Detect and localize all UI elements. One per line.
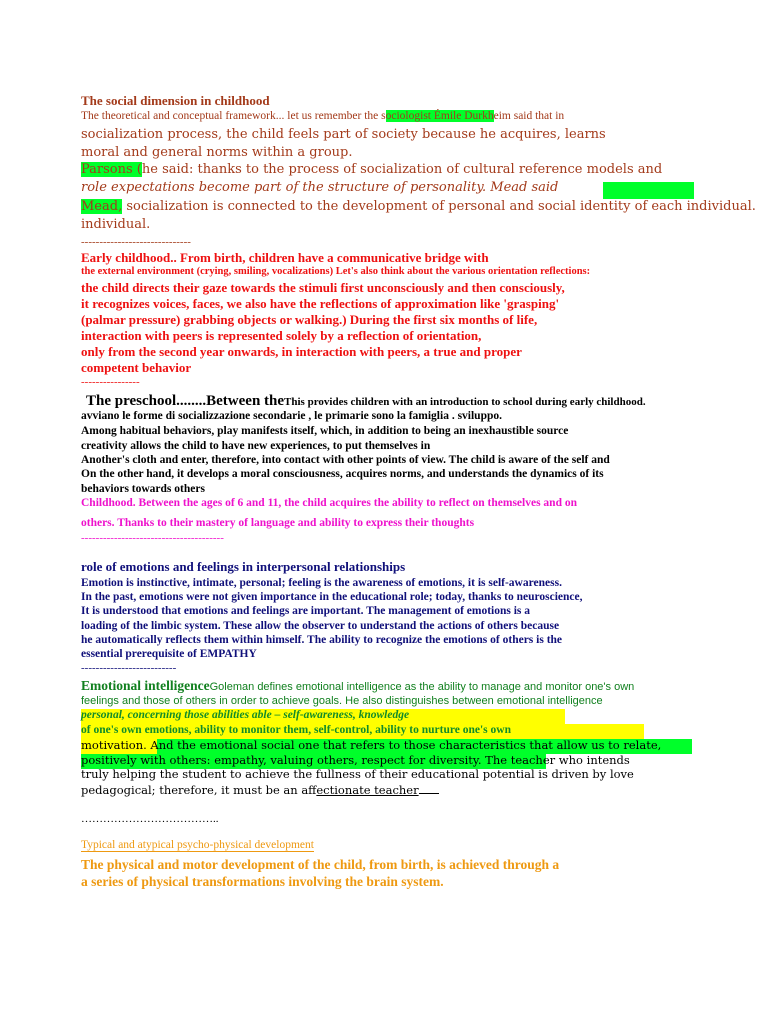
text-span: ectionate teacher [316,783,419,797]
underline-rule [419,783,439,794]
text-line [81,163,662,178]
separator: --------------------------------------- [81,532,224,544]
text-line: competent behavior [81,360,192,375]
text-line [81,739,661,752]
text-span: eim said that in [493,110,565,122]
text-span: positively with others: empathy, valuing others, respect for diversity. The teacher who [81,753,583,767]
text-line: the external environment (crying, smiling, vocalizations) Let's also think about the various orientation reflections: [81,266,591,277]
text-line: Early childhood.. From birth, children have a communicative bridge with [81,250,489,265]
text-line: Childhood. Between the ages of 6 and 11, the child acquires the ability to reflect on themselves and on [81,497,577,509]
highlight-span: Parsons ( [81,162,142,177]
text-line: behaviors towards others [81,483,205,495]
text-line: Another's cloth and enter, therefore, into contact with other points of view. The child is aware of the self and [81,454,610,466]
text-line [81,783,439,797]
text-line: he automatically reflects them within himself. The ability to recognize the emotions of others is the [81,634,563,646]
text-span: Goleman defines emotional intelligence as the ability to manage and monitor one's own [209,681,635,693]
text-line: ……………………………….. [81,813,219,825]
text-span: Typical and atypical psycho-physical development [81,839,314,851]
separator: -------------------------- [81,662,177,674]
text-span: This provides children with an introduction to school during early childhood. [284,396,646,408]
section-title-ei: Emotional intelligence [81,678,210,693]
text-span: The theoretical and conceptual framework... let us remember the s [81,110,386,122]
highlight-span: ociologist Émile Durkh [385,110,494,122]
text-line: It is understood that emotions and feelings are important. The management of emotions is a [81,605,531,617]
text-line: a series of physical transformations involving the brain system. [81,874,444,889]
text-span: d the emotional social one that refers to those characteristics that allow us to relate, [166,738,662,752]
text-span: motivation. An [81,738,167,752]
separator: ------------------------------ [81,236,191,248]
text-line: others. Thanks to their mastery of language and ability to express their thoughts [81,517,475,529]
text-line: In the past, emotions were not given importance in the educational role; today, thanks to neuroscience, [81,591,583,603]
text-span: pedagogical; therefore, it must be an aff [81,783,317,797]
text-span: intends [582,753,630,767]
section-title-social: The social dimension in childhood [81,93,270,108]
text-line: individual. [81,217,151,232]
text-line: The physical and motor development of the child, from birth, is achieved through a [81,857,560,872]
text-line: role expectations become part of the structure of personality. Mead said [81,180,559,195]
text-line [81,200,756,215]
text-line [81,677,634,695]
text-line: On the other hand, it develops a moral consciousness, acquires norms, and understands the dynamics of its [81,468,604,480]
text-line: feelings and those of others in order to achieve goals. He also distinguishes between emotional intelligence [81,695,603,707]
text-line [81,110,564,123]
text-span: socialization is connected to the development of personal and social identity of each individual. [122,199,756,214]
text-line: only from the second year onwards, in interaction with peers, a true and proper [81,344,522,359]
text-line: interaction with peers is represented solely by a reflection of orientation, [81,328,482,343]
text-line: Emotion is instinctive, intimate, personal; feeling is the awareness of emotions, it is self-awareness. [81,577,562,589]
text-line: of one's own emotions, ability to monitor them, self-control, ability to nurture one's own [81,724,511,736]
text-line: personal, concerning those abilities able – self-awareness, knowledge [81,709,410,721]
text-line: loading of the limbic system. These allow the observer to understand the actions of others because [81,620,560,632]
text-line: it recognizes voices, faces, we also have the reflections of approximation like 'grasping' [81,296,560,311]
separator: ---------------- [81,376,140,388]
text-line: avviano le forme di socializzazione secondarie , le primarie sono la famiglia . sviluppo. [81,410,502,422]
highlight-span: Mead, [81,199,123,214]
text-line: socialization process, the child feels part of society because he acquires, learns [81,127,606,142]
text-line [86,392,646,410]
text-span: he said: thanks to the process of socialization of cultural reference models and [141,162,663,177]
text-line: moral and general norms within a group. [81,145,353,160]
text-line: (palmar pressure) grabbing objects or walking.) During the first six months of life, [81,312,538,327]
text-line: Among habitual behaviors, play manifests itself, which, in addition to being an inexhaustible source [81,425,569,437]
text-line: creativity allows the child to have new experiences, to put themselves in [81,440,431,452]
text-line [81,754,630,767]
section-title-typical [81,839,314,852]
text-line: essential prerequisite of EMPATHY [81,648,257,660]
section-title-preschool: The preschool........Between the [86,393,285,409]
text-line: the child directs their gaze towards the stimuli first unconsciously and then consciously, [81,280,565,295]
text-line: truly helping the student to achieve the fullness of their educational potential is driven by love [81,767,634,781]
section-title-emotions: role of emotions and feelings in interpersonal relationships [81,559,406,574]
highlight-block [603,182,694,199]
